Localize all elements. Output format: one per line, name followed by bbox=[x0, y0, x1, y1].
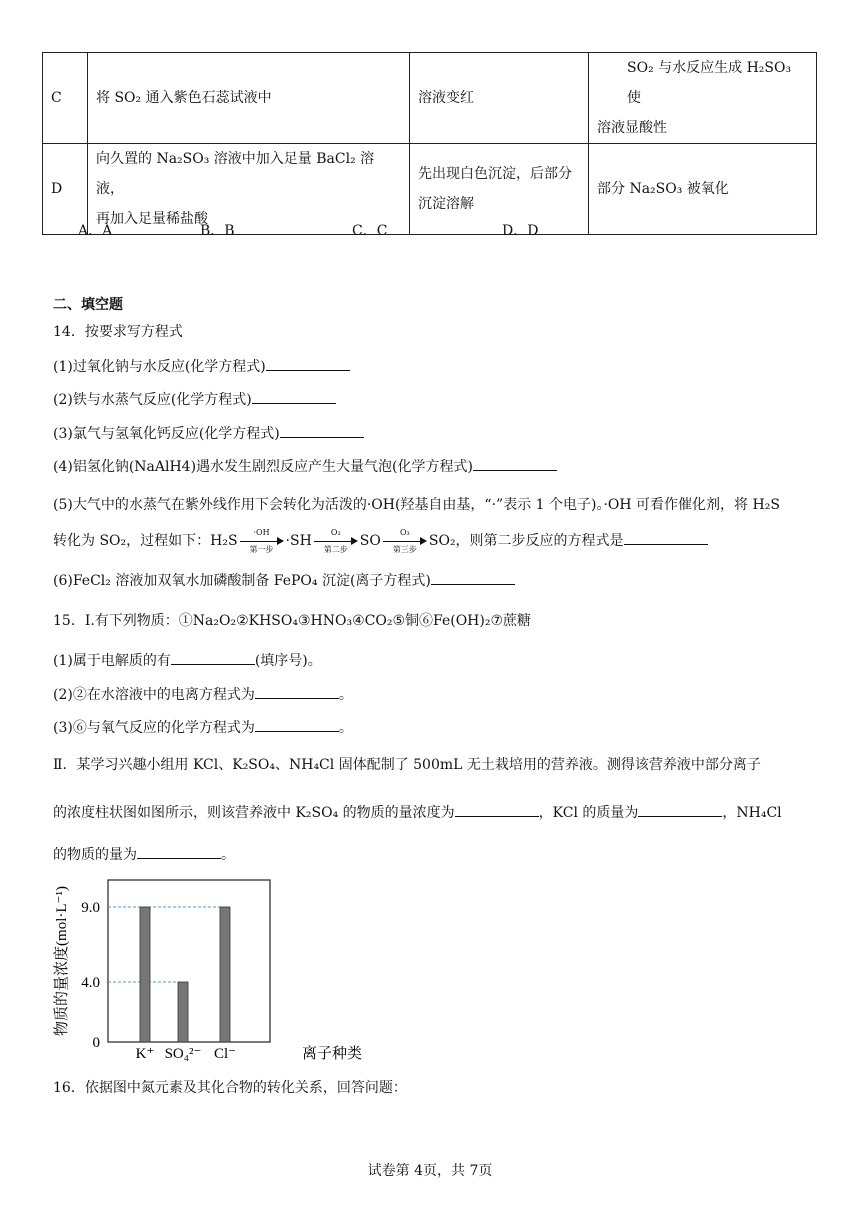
question-16-stem: 16．依据图中氮元素及其化合物的转化关系，回答问题： bbox=[53, 1080, 407, 1096]
question-14-stem: 14．按要求写方程式 bbox=[53, 324, 183, 340]
arrow-bottom-label: 第二步 bbox=[323, 545, 348, 554]
question-15-stem: 15．Ⅰ.有下列物质：①Na₂O₂②KHSO₄③HNO₃④CO₂⑤铜⑥Fe(OH)₂⑦蔗糖 bbox=[53, 613, 532, 629]
q15-ii-text: ，KCl 的质量为 bbox=[538, 805, 639, 821]
answer-blank[interactable] bbox=[137, 844, 221, 859]
q15-text: 。 bbox=[338, 687, 353, 703]
q15-part2 bbox=[53, 684, 353, 704]
option-b: B．B bbox=[200, 223, 235, 239]
q15-text: (2)②在水溶液中的电离方程式为 bbox=[53, 687, 255, 703]
operation-line: 向久置的 Na₂SO₃ 溶液中加入足量 BaCl₂ 溶液， bbox=[96, 151, 375, 197]
answer-blank[interactable] bbox=[473, 456, 557, 471]
answer-blank[interactable] bbox=[171, 650, 255, 665]
x-tick-label: Cl⁻ bbox=[213, 1046, 237, 1062]
q14-part5-line1: (5)大气中的水蒸气在紫外线作用下会转化为活泼的·OH(羟基自由基，“·”表示 1 个电子)。·OH 可看作催化剂，将 H₂S bbox=[53, 497, 780, 513]
option-a: A．A bbox=[78, 223, 113, 239]
conclusion-line: SO₂ 与水反应生成 H₂SO₃ 使 bbox=[627, 60, 792, 106]
q15-text: (填序号)。 bbox=[254, 653, 322, 669]
reaction-arrow bbox=[240, 528, 284, 554]
q15-text: 。 bbox=[338, 720, 353, 736]
reaction-arrow bbox=[314, 528, 358, 554]
row-label: C bbox=[43, 53, 88, 144]
q15-ii-text: 的浓度柱状图如图所示，则该营养液中 K₂SO₄ 的物质的量浓度为 bbox=[53, 805, 455, 821]
answer-blank[interactable] bbox=[252, 389, 336, 404]
q14-part3 bbox=[53, 423, 364, 443]
reaction-arrow bbox=[383, 528, 427, 554]
conclusion-line: 溶液显酸性 bbox=[597, 120, 667, 136]
q15-ii-text: ，NH₄Cl bbox=[722, 805, 782, 821]
answer-table bbox=[42, 52, 817, 235]
operation-line: 再加入足量稀盐酸 bbox=[96, 211, 208, 227]
phenomenon-cell bbox=[410, 144, 589, 235]
q15-text: (3)⑥与氧气反应的化学方程式为 bbox=[53, 720, 255, 736]
q15-ii-line3 bbox=[53, 844, 235, 864]
x-tick-label: SO₄²⁻ bbox=[164, 1046, 202, 1062]
answer-blank[interactable] bbox=[431, 570, 515, 585]
q14-part1 bbox=[53, 356, 350, 376]
q14-part6-text: (6)FeCl₂ 溶液加双氧水加磷酸制备 FePO₄ 沉淀(离子方程式) bbox=[53, 573, 431, 589]
q14-part5-text: ·SH bbox=[285, 533, 312, 549]
plot-frame bbox=[108, 880, 270, 1042]
phenomenon-line: 先出现白色沉淀，后部分 bbox=[418, 166, 572, 182]
q15-ii-line1: Ⅱ．某学习兴趣小组用 KCl、K₂SO₄、NH₄Cl 固体配制了 500mL 无土栽培用的营养液。测得该营养液中部分离子 bbox=[53, 757, 761, 773]
bar bbox=[220, 907, 230, 1042]
x-axis-label: 离子种类 bbox=[301, 1046, 363, 1062]
q14-part4-text: (4)铝氢化钠(NaAlH4)遇水发生剧烈反应产生大量气泡(化学方程式) bbox=[53, 459, 473, 475]
y-tick-label: 4.0 bbox=[81, 975, 100, 991]
q14-part1-text: (1)过氧化钠与水反应(化学方程式) bbox=[53, 359, 266, 375]
q14-part6 bbox=[53, 570, 515, 590]
phenomenon-cell: 溶液变红 bbox=[410, 53, 589, 144]
conclusion-cell: 部分 Na₂SO₃ 被氧化 bbox=[589, 144, 817, 235]
arrow-top-label: O₂ bbox=[330, 528, 341, 537]
q14-part2 bbox=[53, 389, 336, 409]
operation-cell: 将 SO₂ 通入紫色石蕊试液中 bbox=[88, 53, 410, 144]
page-footer: 试卷第 4页，共 7页 bbox=[367, 1163, 493, 1179]
answer-blank[interactable] bbox=[255, 684, 339, 699]
answer-blank[interactable] bbox=[255, 717, 339, 732]
q14-part2-text: (2)铁与水蒸气反应(化学方程式) bbox=[53, 392, 252, 408]
answer-blank[interactable] bbox=[455, 802, 539, 817]
row-label: D bbox=[43, 144, 88, 235]
q15-part3 bbox=[53, 717, 353, 737]
y-tick-label: 9.0 bbox=[81, 900, 100, 916]
answer-blank[interactable] bbox=[280, 423, 364, 438]
q15-text: (1)属于电解质的有 bbox=[53, 653, 171, 669]
q15-ii-text: 的物质的量为 bbox=[53, 847, 137, 863]
ion-concentration-chart bbox=[48, 870, 363, 1065]
answer-blank[interactable] bbox=[638, 802, 722, 817]
table-row bbox=[43, 53, 817, 144]
q14-part5-text: 转化为 SO₂，过程如下：H₂S bbox=[53, 533, 238, 549]
table-row bbox=[43, 144, 817, 235]
answer-blank[interactable] bbox=[266, 356, 350, 371]
arrow-top-label: O₃ bbox=[399, 528, 410, 537]
option-c: C．C bbox=[352, 223, 388, 239]
conclusion-cell bbox=[589, 53, 817, 144]
arrow-top-label: ·OH bbox=[253, 528, 270, 537]
section-title: 二、填空题 bbox=[53, 297, 123, 313]
y-tick-label: 0 bbox=[92, 1035, 100, 1051]
x-tick-label: K⁺ bbox=[135, 1046, 155, 1062]
q15-ii-line2 bbox=[53, 802, 782, 822]
phenomenon-line: 沉淀溶解 bbox=[418, 196, 474, 212]
arrow-bottom-label: 第一步 bbox=[249, 545, 274, 554]
q15-part1 bbox=[53, 650, 322, 670]
y-axis-label: 物质的量浓度(mol·L⁻¹) bbox=[54, 886, 70, 1036]
bar bbox=[178, 982, 188, 1042]
option-d: D．D bbox=[502, 223, 539, 239]
q14-part4 bbox=[53, 456, 557, 476]
q14-part3-text: (3)氯气与氢氧化钙反应(化学方程式) bbox=[53, 426, 280, 442]
q14-part5-text: SO₂，则第二步反应的方程式是 bbox=[428, 533, 624, 549]
arrow-bottom-label: 第三步 bbox=[392, 545, 417, 554]
answer-blank[interactable] bbox=[624, 530, 708, 545]
q15-ii-text: 。 bbox=[221, 847, 235, 863]
bar bbox=[140, 907, 150, 1042]
q14-part5-text: SO bbox=[359, 533, 381, 549]
q14-part5-line2 bbox=[53, 528, 708, 554]
